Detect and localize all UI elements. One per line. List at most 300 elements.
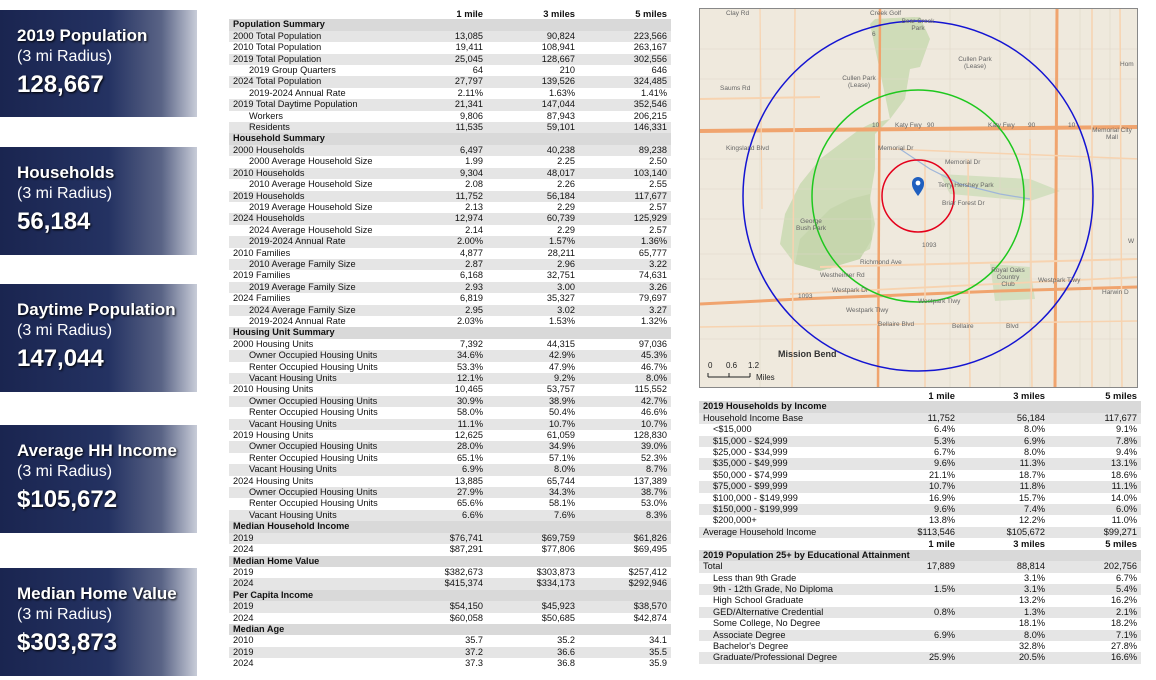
row-value: 42.9% xyxy=(487,350,579,361)
table-row xyxy=(229,225,671,236)
row-value: 64 xyxy=(472,65,483,76)
row-label: Renter Occupied Housing Units xyxy=(249,498,378,509)
row-value: 16.2% xyxy=(1110,595,1137,606)
map-label-i10: 10 xyxy=(872,122,880,129)
table-row xyxy=(229,487,671,498)
row-value: 115,552 xyxy=(634,384,667,395)
row-label: 2000 Households xyxy=(229,145,397,156)
row-value: 125,929 xyxy=(579,213,671,224)
table-row xyxy=(229,213,671,224)
table-row xyxy=(699,652,1141,663)
table-row xyxy=(229,476,671,487)
section-title: Per Capita Income xyxy=(229,590,671,601)
edu-column-header-1-mile: 1 mile xyxy=(928,538,955,550)
row-value: 8.0% xyxy=(579,373,671,384)
row-label: 2024 Households xyxy=(229,213,397,224)
map-label-sr90: 90 xyxy=(927,122,935,129)
row-value: 36.6 xyxy=(487,647,579,658)
row-value: 5.4% xyxy=(1049,584,1141,595)
table-row xyxy=(229,65,671,76)
table-row xyxy=(229,544,671,555)
map-label-hwy-1093-b: 1093 xyxy=(798,293,813,300)
row-value: 117,677 xyxy=(1049,413,1141,424)
row-value: 11,752 xyxy=(397,191,487,202)
table-row xyxy=(229,510,671,521)
row-value: 15.7% xyxy=(1018,492,1045,503)
table-row xyxy=(229,145,671,156)
row-label: Vacant Housing Units xyxy=(229,419,397,430)
row-value: 2.57 xyxy=(649,201,667,212)
row-value: $292,946 xyxy=(579,578,671,589)
table-row xyxy=(229,259,671,270)
map-label-memorial-dr-2: Memorial Dr xyxy=(945,159,981,166)
row-label: 2024 Total Population xyxy=(229,76,397,87)
row-label: 2024 xyxy=(233,612,254,623)
row-label: 2019 xyxy=(229,601,397,612)
row-value xyxy=(869,573,959,584)
row-value: 44,315 xyxy=(546,338,575,349)
income-column-header-1-mile: 1 mile xyxy=(928,390,955,401)
map-label-sr90-b: 90 xyxy=(1028,122,1036,129)
section-title: Household Summary xyxy=(229,133,671,144)
row-label: 2019-2024 Annual Rate xyxy=(229,236,397,247)
row-value: 35,327 xyxy=(546,293,575,304)
kpi-value: 56,184 xyxy=(17,208,91,235)
row-label: Household Income Base xyxy=(699,413,869,424)
kpi-value: $105,672 xyxy=(17,486,118,513)
row-value: 108,941 xyxy=(541,42,575,53)
section-header-row xyxy=(699,550,1141,561)
row-label: 2010 Average Household Size xyxy=(249,179,373,190)
table-row xyxy=(699,641,1141,652)
row-value: 7.4% xyxy=(959,504,1049,515)
row-value: 9.6% xyxy=(869,504,959,515)
table-row xyxy=(699,584,1141,595)
table-row xyxy=(699,481,1141,492)
map-label-westpark-tlwy-2: Westpark Tlwy xyxy=(918,298,961,305)
row-value: 3.02 xyxy=(487,305,579,316)
row-value: 6.9% xyxy=(397,464,487,475)
row-label: Renter Occupied Housing Units xyxy=(249,361,378,372)
row-value: $105,672 xyxy=(959,527,1049,538)
row-value: 25.9% xyxy=(869,652,959,663)
row-value: 1.32% xyxy=(640,315,667,326)
row-value: 9,304 xyxy=(397,168,487,179)
row-label: 2019 Average Family Size xyxy=(229,282,397,293)
table-row xyxy=(229,156,671,167)
edu-column-header-5-miles: 5 miles xyxy=(1105,538,1137,550)
table-row xyxy=(229,578,671,589)
row-value: 2.11% xyxy=(457,87,483,98)
row-label: Graduate/Professional Degree xyxy=(699,652,869,663)
table-row xyxy=(229,647,671,658)
section-header-row xyxy=(229,590,671,601)
row-value: 223,566 xyxy=(579,31,671,42)
row-value: 65.1% xyxy=(456,452,483,463)
row-value: 65.6% xyxy=(456,498,483,509)
table-row xyxy=(229,168,671,179)
kpi-title: Households xyxy=(17,163,115,182)
row-value: 39.0% xyxy=(579,441,671,452)
table-row xyxy=(699,630,1141,641)
map-label-richmond-ave: Richmond Ave xyxy=(860,259,902,266)
row-value: 8.0% xyxy=(959,630,1049,641)
row-value: 6,497 xyxy=(397,145,487,156)
row-value: 35.7 xyxy=(465,635,483,646)
row-value: 7.6% xyxy=(487,510,579,521)
table-row xyxy=(229,339,671,350)
row-value: 97,036 xyxy=(638,338,667,349)
scale-tick-1: 0.6 xyxy=(726,361,738,370)
row-label: 2000 Average Household Size xyxy=(249,156,373,167)
row-value: $99,271 xyxy=(1049,527,1141,538)
scale-tick-0: 0 xyxy=(708,361,713,370)
row-label: Bachelor's Degree xyxy=(713,640,789,651)
kpi-title: Daytime Population xyxy=(17,300,176,319)
table-row xyxy=(229,293,671,304)
map-label-royal-oaks: Royal Oaks Country Club xyxy=(991,267,1025,288)
kpi-title: Average HH Income xyxy=(17,441,177,460)
table-row xyxy=(229,464,671,475)
map-label-sr6: 6 xyxy=(872,31,876,38)
map-label-w: W xyxy=(1128,238,1135,245)
section-title: Median Household Income xyxy=(229,521,671,532)
map-label-memorial-city: Memorial City Mall xyxy=(1092,127,1132,141)
row-value: 9.1% xyxy=(1116,424,1137,435)
section-header-row xyxy=(229,19,671,30)
row-value: $54,150 xyxy=(397,601,487,612)
map-label-kingsland-blvd: Kingsland Blvd xyxy=(726,145,769,152)
row-value: $69,495 xyxy=(633,544,667,555)
row-value: 34.9% xyxy=(487,441,579,452)
row-value: 6.9% xyxy=(869,630,959,641)
table-row xyxy=(699,607,1141,618)
row-value: 2.29 xyxy=(557,224,575,235)
row-value: 89,238 xyxy=(579,145,671,156)
kpi-title: Median Home Value xyxy=(17,584,177,603)
row-value: 6.0% xyxy=(1049,504,1141,515)
row-value: 9.6% xyxy=(869,458,959,469)
table-row xyxy=(229,567,671,578)
row-value: 60,739 xyxy=(487,213,579,224)
row-value: 2.03% xyxy=(456,315,483,326)
kpi-subtitle: (3 mi Radius) xyxy=(17,185,113,202)
row-label: 2000 Total Population xyxy=(229,31,397,42)
map-label-bear-creek-park: Bear Creek Park xyxy=(901,18,935,32)
row-value: 5.3% xyxy=(869,436,959,447)
row-value: 53.0% xyxy=(640,498,667,509)
row-label: Associate Degree xyxy=(699,630,869,641)
table-row xyxy=(229,111,671,122)
row-value: 2.55 xyxy=(649,179,667,190)
row-value: 34.1 xyxy=(649,635,667,646)
row-value: 14.0% xyxy=(1110,492,1137,503)
row-value: 27.9% xyxy=(397,487,487,498)
row-value: 352,546 xyxy=(579,99,671,110)
row-value: $77,806 xyxy=(541,544,575,555)
row-label: $50,000 - $74,999 xyxy=(713,469,788,480)
table-row xyxy=(229,419,671,430)
row-value: 3.26 xyxy=(579,282,671,293)
row-label: 2010 Households xyxy=(229,168,397,179)
row-value: $50,685 xyxy=(541,612,575,623)
row-value: 6.6% xyxy=(397,510,487,521)
row-value: 7.8% xyxy=(1049,436,1141,447)
map-label-terry-hershey: Terry Hershey Park xyxy=(938,182,994,189)
row-value: 12,625 xyxy=(454,430,483,441)
row-value: $61,826 xyxy=(579,533,671,544)
map-label-harwin: Harwin D xyxy=(1102,289,1129,296)
row-value: 21,341 xyxy=(397,99,487,110)
table-row xyxy=(699,413,1141,424)
row-value: 88,814 xyxy=(959,561,1049,572)
kpi-value: $303,873 xyxy=(17,629,118,656)
row-label: $150,000 - $199,999 xyxy=(699,504,869,515)
row-value: 59,101 xyxy=(487,122,579,133)
table-row xyxy=(229,384,671,395)
row-value: 58.0% xyxy=(456,407,483,418)
table-row xyxy=(229,122,671,133)
row-value: 18.2% xyxy=(1110,618,1137,629)
row-value xyxy=(869,595,959,606)
row-value: 1.3% xyxy=(959,607,1049,618)
map-label-home: Hom xyxy=(1120,61,1134,68)
row-value: 6.9% xyxy=(959,436,1049,447)
kpi-title: 2019 Population xyxy=(17,26,148,45)
map-label-creek-golf: Creek Golf xyxy=(870,10,902,17)
table-row xyxy=(229,305,671,316)
row-label: 2019-2024 Annual Rate xyxy=(249,87,346,98)
table-row xyxy=(699,527,1141,538)
row-label: 2010 Housing Units xyxy=(233,384,314,395)
row-value: 35.2 xyxy=(557,635,575,646)
row-value: 117,677 xyxy=(579,191,671,202)
row-value: 1.41% xyxy=(640,87,667,98)
row-value: 202,756 xyxy=(1049,561,1141,572)
row-label: 2019 xyxy=(229,647,397,658)
row-label: $25,000 - $34,999 xyxy=(713,447,788,458)
map-label-cullen-park-2: Cullen Park (Lease) xyxy=(958,56,992,70)
row-value: 56,184 xyxy=(959,413,1049,424)
map-label-mission-bend: Mission Bend xyxy=(778,349,837,359)
table-row xyxy=(229,601,671,612)
table-row xyxy=(229,430,671,441)
demographic-summary-table xyxy=(229,8,671,670)
table-row xyxy=(229,76,671,87)
map-canvas xyxy=(700,9,1138,388)
kpi-card xyxy=(0,10,197,117)
table-row xyxy=(229,248,671,259)
row-label: 2019 Group Quarters xyxy=(249,65,336,76)
row-value: 2.26 xyxy=(557,179,575,190)
table-row xyxy=(229,441,671,452)
table-row xyxy=(229,99,671,110)
row-value: 13.1% xyxy=(1049,458,1141,469)
row-value: 52.3% xyxy=(640,452,667,463)
row-value: 4,877 xyxy=(460,247,483,258)
trade-area-map[interactable] xyxy=(699,8,1138,388)
column-header-label xyxy=(229,8,397,19)
row-value: 139,526 xyxy=(487,76,579,87)
map-label-westpark-tlwy: Westpark Tlwy xyxy=(846,307,889,314)
edu-column-header-label xyxy=(699,538,869,549)
table-row xyxy=(229,31,671,42)
table-row xyxy=(699,595,1141,606)
row-value: $42,874 xyxy=(633,612,667,623)
row-value: 25,045 xyxy=(397,54,487,65)
map-label-clay-rd: Clay Rd xyxy=(726,10,750,17)
row-label: Owner Occupied Housing Units xyxy=(229,487,397,498)
row-value: 324,485 xyxy=(579,76,671,87)
row-value: 11,752 xyxy=(869,413,959,424)
map-label-hwy-1093: 1093 xyxy=(922,242,937,249)
table-row xyxy=(699,618,1141,629)
income-column-header-label xyxy=(699,390,869,401)
kpi-subtitle: (3 mi Radius) xyxy=(17,606,113,623)
row-value: 2.13 xyxy=(465,201,483,212)
table-row xyxy=(229,396,671,407)
row-value: 38.7% xyxy=(579,487,671,498)
section-header-row xyxy=(229,327,671,338)
column-header-1-mile: 1 mile xyxy=(456,8,483,19)
table-row xyxy=(229,350,671,361)
row-value: 56,184 xyxy=(487,191,579,202)
table-row xyxy=(699,504,1141,515)
row-value: 37.3 xyxy=(465,658,483,669)
row-label: 2019 Total Population xyxy=(229,54,397,65)
row-value: $415,374 xyxy=(397,578,487,589)
row-value: 2.87 xyxy=(397,259,487,270)
row-value: 10.7% xyxy=(869,481,959,492)
row-value: 3.00 xyxy=(487,282,579,293)
row-value: 45.3% xyxy=(579,350,671,361)
row-value: 2.29 xyxy=(557,201,575,212)
row-value: 11.8% xyxy=(959,481,1049,492)
row-label: 2024 xyxy=(233,658,254,669)
kpi-subtitle: (3 mi Radius) xyxy=(17,48,113,65)
row-value: 74,631 xyxy=(638,270,667,281)
row-label: 2010 Total Population xyxy=(233,42,322,53)
row-value: 35.5 xyxy=(579,647,671,658)
row-value: 28.0% xyxy=(397,441,487,452)
row-value: 65,744 xyxy=(546,475,575,486)
row-label: 2019 Families xyxy=(233,270,291,281)
row-value: 11,535 xyxy=(397,122,487,133)
row-value: 6,168 xyxy=(460,270,483,281)
row-value: 128,667 xyxy=(487,54,579,65)
row-value: $257,412 xyxy=(628,566,667,577)
map-label-memorial-dr: Memorial Dr xyxy=(878,145,914,152)
row-value: 18.1% xyxy=(1018,618,1045,629)
row-value: 19,411 xyxy=(455,42,483,53)
row-value: $76,741 xyxy=(397,533,487,544)
table-row xyxy=(229,613,671,624)
map-label-saums-rd: Saums Rd xyxy=(720,85,751,92)
row-value: 46.7% xyxy=(640,361,667,372)
row-value: 1.63% xyxy=(548,87,575,98)
column-header-5-miles: 5 miles xyxy=(635,8,667,19)
row-value: 13,085 xyxy=(397,31,487,42)
row-label: High School Graduate xyxy=(713,595,804,606)
row-value: 13,885 xyxy=(454,475,483,486)
row-value: 12.2% xyxy=(1018,515,1045,526)
row-value: 302,556 xyxy=(579,54,671,65)
row-value: 10.7% xyxy=(579,419,671,430)
row-label: 2019 xyxy=(233,566,254,577)
row-label: Vacant Housing Units xyxy=(229,510,397,521)
row-value: 16.6% xyxy=(1049,652,1141,663)
scale-unit: Miles xyxy=(756,373,775,382)
row-value: 103,140 xyxy=(579,168,671,179)
table-row xyxy=(699,493,1141,504)
row-label: Renter Occupied Housing Units xyxy=(249,407,378,418)
row-value: 40,238 xyxy=(487,145,579,156)
section-header-row xyxy=(229,556,671,567)
row-value: 8.0% xyxy=(1024,424,1045,435)
row-label: Some College, No Degree xyxy=(713,618,821,629)
row-value: 8.0% xyxy=(487,464,579,475)
row-value: 2.14 xyxy=(465,224,483,235)
kpi-subtitle: (3 mi Radius) xyxy=(17,463,113,480)
map-label-katy-fwy: Katy Fwy xyxy=(895,122,922,129)
row-label: 2019 Housing Units xyxy=(233,430,314,441)
row-label: Owner Occupied Housing Units xyxy=(229,441,397,452)
row-value: 7.1% xyxy=(1049,630,1141,641)
kpi-card xyxy=(0,147,197,255)
row-value: 147,044 xyxy=(487,99,579,110)
row-label: 2019-2024 Annual Rate xyxy=(249,315,346,326)
map-label-cullen-park-1: Cullen Park (Lease) xyxy=(842,75,876,89)
section-header-row xyxy=(699,401,1141,412)
table-row xyxy=(229,407,671,418)
row-label: 2019 xyxy=(229,533,397,544)
row-label: $100,000 - $149,999 xyxy=(713,492,798,503)
row-value: 35.9 xyxy=(649,658,667,669)
row-label: Owner Occupied Housing Units xyxy=(229,350,397,361)
row-label: Vacant Housing Units xyxy=(229,373,397,384)
table-row xyxy=(699,561,1141,572)
row-value: 10,465 xyxy=(454,384,483,395)
row-value: 12,974 xyxy=(397,213,487,224)
row-value: $382,673 xyxy=(444,566,483,577)
row-value: 2.08 xyxy=(465,179,483,190)
table-row xyxy=(229,282,671,293)
row-value: 17,889 xyxy=(869,561,959,572)
row-label: 2019 Average Household Size xyxy=(249,201,373,212)
table-row xyxy=(229,54,671,65)
row-value: 32,751 xyxy=(546,270,575,281)
row-label: <$15,000 xyxy=(713,424,752,435)
row-label: Average Household Income xyxy=(699,527,869,538)
row-value: 38.9% xyxy=(487,396,579,407)
table-row xyxy=(699,573,1141,584)
row-value: 3.22 xyxy=(579,259,671,270)
row-label: $200,000+ xyxy=(713,515,757,526)
row-value: 9,806 xyxy=(460,110,483,121)
row-value: 9.2% xyxy=(487,373,579,384)
row-label: Vacant Housing Units xyxy=(229,464,397,475)
row-value: $334,173 xyxy=(487,578,579,589)
row-value: 10.7% xyxy=(487,419,579,430)
kpi-card xyxy=(0,425,197,533)
row-value: 90,824 xyxy=(487,31,579,42)
section-title: 2019 Households by Income xyxy=(699,401,1141,412)
row-value: 7,392 xyxy=(460,338,483,349)
row-value: 16.9% xyxy=(928,492,955,503)
table-row xyxy=(229,658,671,669)
row-value: 646 xyxy=(651,65,667,76)
row-value: 206,215 xyxy=(633,110,667,121)
